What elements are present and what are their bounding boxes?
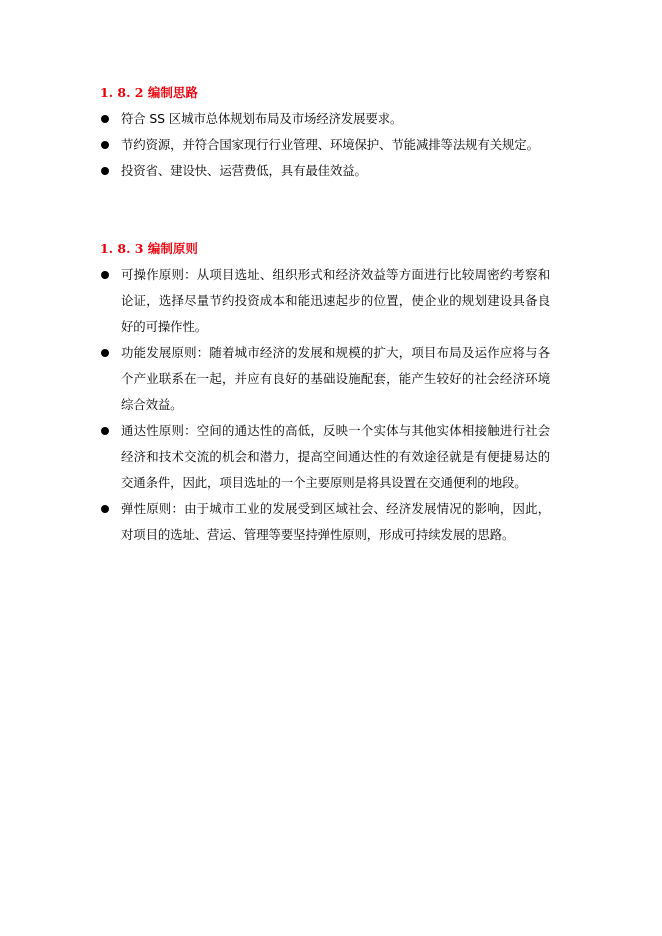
list-item bbox=[100, 132, 550, 158]
section-compilation-principles bbox=[100, 240, 550, 548]
bullet-icon bbox=[101, 505, 109, 513]
list-item bbox=[100, 340, 550, 418]
list-item-text: 通达性原则：空间的通达性的高低，反映一个实体与其他实体相接触进行社会经济和技术交流的机会和潜力，提高空间通达性的有效途径就是有便捷易达的交通条件，因此，项目选址的一个主要原则是将具设置在交通便利的地段。 bbox=[121, 423, 550, 490]
list-item-text: 节约资源，并符合国家现行行业管理、环境保护、节能减排等法规有关规定。 bbox=[121, 137, 539, 152]
list-item-text: 符合 SS 区城市总体规划布局及市场经济发展要求。 bbox=[121, 111, 403, 126]
section-heading: 1. 8. 2 编制思路 bbox=[100, 85, 198, 100]
list-item bbox=[100, 262, 550, 340]
list-item bbox=[100, 496, 550, 548]
bullet-icon bbox=[101, 349, 109, 357]
list-item-text: 投资省、建设快、运营费低，具有最佳效益。 bbox=[121, 163, 367, 178]
list-item bbox=[100, 418, 550, 496]
bullet-list bbox=[100, 262, 550, 548]
list-item-text: 弹性原则：由于城市工业的发展受到区域社会、经济发展情况的影响，因此，对项目的选址、营运、管理等要坚持弹性原则，形成可持续发展的思路。 bbox=[121, 501, 550, 542]
bullet-icon bbox=[101, 141, 109, 149]
bullet-icon bbox=[101, 427, 109, 435]
list-item bbox=[100, 106, 550, 132]
section-heading: 1. 8. 3 编制原则 bbox=[100, 241, 198, 256]
list-item-text: 可操作原则：从项目选址、组织形式和经济效益等方面进行比较周密约考察和论证，选择尽量节约投资成本和能迅速起步的位置，使企业的规划建设具备良好的可操作性。 bbox=[121, 267, 550, 334]
section-compilation-approach bbox=[100, 84, 550, 184]
bullet-list bbox=[100, 106, 550, 184]
list-item bbox=[100, 158, 550, 184]
list-item-text: 功能发展原则：随着城市经济的发展和规模的扩大，项目布局及运作应将与各个产业联系在一起，并应有良好的基础设施配套，能产生较好的社会经济环境综合效益。 bbox=[121, 345, 550, 412]
bullet-icon bbox=[101, 115, 109, 123]
bullet-icon bbox=[101, 271, 109, 279]
bullet-icon bbox=[101, 167, 109, 175]
